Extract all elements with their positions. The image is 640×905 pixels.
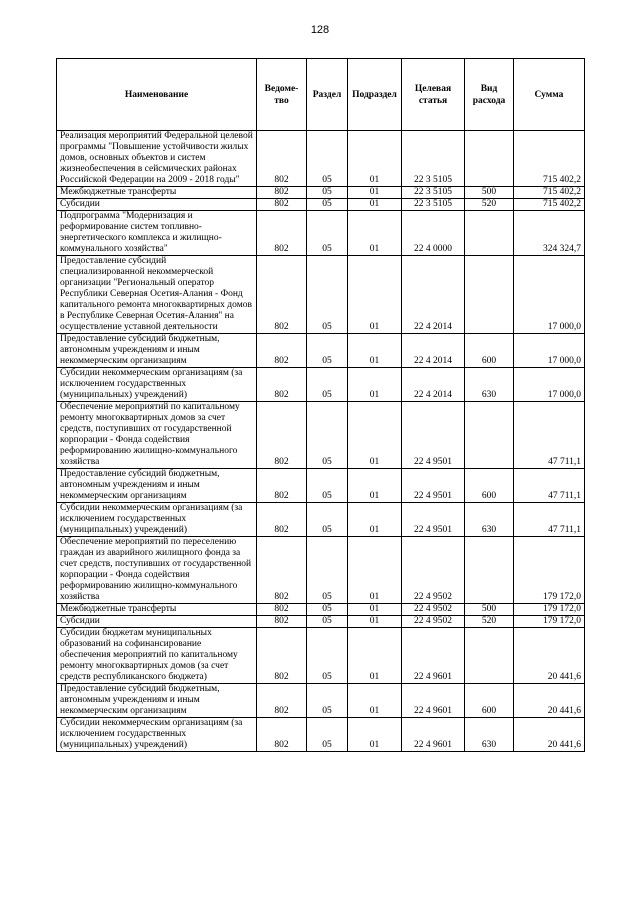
cell-dept: 802 bbox=[257, 604, 307, 616]
cell-name: Обеспечение мероприятий по переселению граждан из аварийного жилищного фонда за счет средств, поступивших от государственной корпорации - Фонда содействия реформированию жилищно-коммунального хозяйства bbox=[57, 537, 257, 604]
table-row bbox=[57, 718, 585, 752]
table-row bbox=[57, 628, 585, 684]
cell-expense: 630 bbox=[465, 368, 514, 402]
cell-expense: 520 bbox=[465, 616, 514, 628]
cell-section: 05 bbox=[307, 469, 348, 503]
cell-sum: 47 711,1 bbox=[514, 402, 585, 469]
cell-dept: 802 bbox=[257, 334, 307, 368]
table-row bbox=[57, 334, 585, 368]
table-row bbox=[57, 616, 585, 628]
cell-section: 05 bbox=[307, 368, 348, 402]
cell-name: Межбюджетные трансферты bbox=[57, 604, 257, 616]
cell-subsection: 01 bbox=[348, 684, 402, 718]
cell-sum: 715 402,2 bbox=[514, 187, 585, 199]
header-section: Раздел bbox=[307, 59, 348, 131]
cell-target: 22 4 9502 bbox=[402, 604, 465, 616]
cell-target: 22 4 9502 bbox=[402, 537, 465, 604]
cell-name: Предоставление субсидий бюджетным, автономным учреждениям и иным некоммерческим организациям bbox=[57, 684, 257, 718]
cell-expense: 500 bbox=[465, 604, 514, 616]
cell-subsection: 01 bbox=[348, 503, 402, 537]
cell-dept: 802 bbox=[257, 537, 307, 604]
cell-expense: 600 bbox=[465, 334, 514, 368]
header-expense: Вид расхода bbox=[465, 59, 514, 131]
cell-subsection: 01 bbox=[348, 718, 402, 752]
cell-name: Субсидии bbox=[57, 616, 257, 628]
cell-target: 22 3 5105 bbox=[402, 187, 465, 199]
cell-sum: 20 441,6 bbox=[514, 628, 585, 684]
cell-expense: 630 bbox=[465, 718, 514, 752]
cell-section: 05 bbox=[307, 187, 348, 199]
header-sum: Сумма bbox=[514, 59, 585, 131]
cell-section: 05 bbox=[307, 537, 348, 604]
header-target: Целевая статья bbox=[402, 59, 465, 131]
cell-dept: 802 bbox=[257, 628, 307, 684]
cell-subsection: 01 bbox=[348, 187, 402, 199]
cell-dept: 802 bbox=[257, 718, 307, 752]
cell-name: Предоставление субсидий бюджетным, автономным учреждениям и иным некоммерческим организациям bbox=[57, 334, 257, 368]
cell-name: Реализация мероприятий Федеральной целевой программы "Повышение устойчивости жилых домов, основных объектов и систем жизнеобеспечения в сейсмических районах Российской Федерации на 2009 - 2018 годы" bbox=[57, 131, 257, 187]
cell-target: 22 4 9601 bbox=[402, 718, 465, 752]
cell-subsection: 01 bbox=[348, 469, 402, 503]
cell-name: Предоставление субсидий бюджетным, автономным учреждениям и иным некоммерческим организациям bbox=[57, 469, 257, 503]
cell-expense: 600 bbox=[465, 684, 514, 718]
cell-section: 05 bbox=[307, 211, 348, 256]
cell-name: Субсидии некоммерческим организациям (за исключением государственных (муниципальных) учреждений) bbox=[57, 718, 257, 752]
cell-dept: 802 bbox=[257, 131, 307, 187]
cell-section: 05 bbox=[307, 684, 348, 718]
cell-expense bbox=[465, 402, 514, 469]
cell-name: Обеспечение мероприятий по капитальному ремонту многоквартирных домов за счет средств, поступивших от государственной корпорации - Фонда содействия реформированию жилищно-коммунального хозяйства bbox=[57, 402, 257, 469]
cell-name: Предоставление субсидий специализированной некоммерческой организации "Региональный оператор Республики Северная Осетия-Алания - Фонд капитального ремонта многоквартирных домов в Республике Северная Осетия-Алания" на осуществление уставной деятельности bbox=[57, 256, 257, 334]
cell-subsection: 01 bbox=[348, 256, 402, 334]
table-row bbox=[57, 131, 585, 187]
cell-target: 22 3 5105 bbox=[402, 199, 465, 211]
table-row bbox=[57, 211, 585, 256]
cell-sum: 47 711,1 bbox=[514, 469, 585, 503]
cell-sum: 324 324,7 bbox=[514, 211, 585, 256]
cell-sum: 20 441,6 bbox=[514, 718, 585, 752]
cell-sum: 20 441,6 bbox=[514, 684, 585, 718]
cell-target: 22 3 5105 bbox=[402, 131, 465, 187]
cell-sum: 715 402,2 bbox=[514, 131, 585, 187]
cell-subsection: 01 bbox=[348, 131, 402, 187]
cell-section: 05 bbox=[307, 402, 348, 469]
table-row bbox=[57, 469, 585, 503]
cell-dept: 802 bbox=[257, 211, 307, 256]
cell-section: 05 bbox=[307, 616, 348, 628]
page-number: 128 bbox=[310, 24, 330, 36]
cell-name: Межбюджетные трансферты bbox=[57, 187, 257, 199]
cell-target: 22 4 9601 bbox=[402, 628, 465, 684]
cell-dept: 802 bbox=[257, 503, 307, 537]
table-row bbox=[57, 368, 585, 402]
cell-subsection: 01 bbox=[348, 628, 402, 684]
table-row bbox=[57, 256, 585, 334]
cell-section: 05 bbox=[307, 256, 348, 334]
cell-expense bbox=[465, 537, 514, 604]
cell-target: 22 4 9501 bbox=[402, 402, 465, 469]
cell-dept: 802 bbox=[257, 616, 307, 628]
cell-target: 22 4 2014 bbox=[402, 368, 465, 402]
cell-dept: 802 bbox=[257, 469, 307, 503]
table-body bbox=[57, 131, 585, 752]
cell-sum: 17 000,0 bbox=[514, 334, 585, 368]
cell-target: 22 4 0000 bbox=[402, 211, 465, 256]
cell-target: 22 4 9601 bbox=[402, 684, 465, 718]
table-row bbox=[57, 503, 585, 537]
cell-name: Субсидии бюджетам муниципальных образований на софинансирование обеспечения мероприятий по капитальному ремонту многоквартирных домов (за счет средств республиканского бюджета) bbox=[57, 628, 257, 684]
cell-subsection: 01 bbox=[348, 211, 402, 256]
cell-name: Субсидии некоммерческим организациям (за исключением государственных (муниципальных) учреждений) bbox=[57, 368, 257, 402]
cell-expense bbox=[465, 211, 514, 256]
cell-sum: 47 711,1 bbox=[514, 503, 585, 537]
cell-subsection: 01 bbox=[348, 616, 402, 628]
cell-sum: 17 000,0 bbox=[514, 368, 585, 402]
cell-target: 22 4 2014 bbox=[402, 256, 465, 334]
table-row bbox=[57, 199, 585, 211]
cell-sum: 179 172,0 bbox=[514, 616, 585, 628]
cell-name: Подпрограмма "Модернизация и реформирование систем топливно-энергетического комплекса и жилищно-коммунального хозяйства" bbox=[57, 211, 257, 256]
cell-section: 05 bbox=[307, 131, 348, 187]
cell-expense: 520 bbox=[465, 199, 514, 211]
cell-name: Субсидии некоммерческим организациям (за исключением государственных (муниципальных) учреждений) bbox=[57, 503, 257, 537]
cell-subsection: 01 bbox=[348, 334, 402, 368]
header-name: Наименование bbox=[57, 59, 257, 131]
cell-subsection: 01 bbox=[348, 368, 402, 402]
table-row bbox=[57, 604, 585, 616]
cell-section: 05 bbox=[307, 334, 348, 368]
table-row bbox=[57, 537, 585, 604]
cell-dept: 802 bbox=[257, 368, 307, 402]
cell-expense bbox=[465, 256, 514, 334]
cell-sum: 179 172,0 bbox=[514, 604, 585, 616]
cell-sum: 715 402,2 bbox=[514, 199, 585, 211]
cell-target: 22 4 9501 bbox=[402, 503, 465, 537]
cell-section: 05 bbox=[307, 604, 348, 616]
cell-dept: 802 bbox=[257, 187, 307, 199]
table-row bbox=[57, 684, 585, 718]
cell-section: 05 bbox=[307, 718, 348, 752]
cell-name: Субсидии bbox=[57, 199, 257, 211]
cell-dept: 802 bbox=[257, 256, 307, 334]
cell-expense bbox=[465, 131, 514, 187]
cell-dept: 802 bbox=[257, 402, 307, 469]
header-dept: Ведоме-тво bbox=[257, 59, 307, 131]
cell-subsection: 01 bbox=[348, 537, 402, 604]
cell-section: 05 bbox=[307, 199, 348, 211]
table-row bbox=[57, 187, 585, 199]
cell-section: 05 bbox=[307, 628, 348, 684]
cell-target: 22 4 9501 bbox=[402, 469, 465, 503]
cell-dept: 802 bbox=[257, 199, 307, 211]
cell-sum: 17 000,0 bbox=[514, 256, 585, 334]
budget-table bbox=[56, 58, 585, 752]
cell-expense: 600 bbox=[465, 469, 514, 503]
cell-subsection: 01 bbox=[348, 402, 402, 469]
cell-subsection: 01 bbox=[348, 199, 402, 211]
cell-dept: 802 bbox=[257, 684, 307, 718]
cell-sum: 179 172,0 bbox=[514, 537, 585, 604]
cell-target: 22 4 2014 bbox=[402, 334, 465, 368]
cell-expense: 500 bbox=[465, 187, 514, 199]
cell-section: 05 bbox=[307, 503, 348, 537]
cell-expense: 630 bbox=[465, 503, 514, 537]
header-subsection: Подраздел bbox=[348, 59, 402, 131]
cell-expense bbox=[465, 628, 514, 684]
table-row bbox=[57, 402, 585, 469]
cell-target: 22 4 9502 bbox=[402, 616, 465, 628]
cell-subsection: 01 bbox=[348, 604, 402, 616]
table-header bbox=[57, 59, 585, 131]
